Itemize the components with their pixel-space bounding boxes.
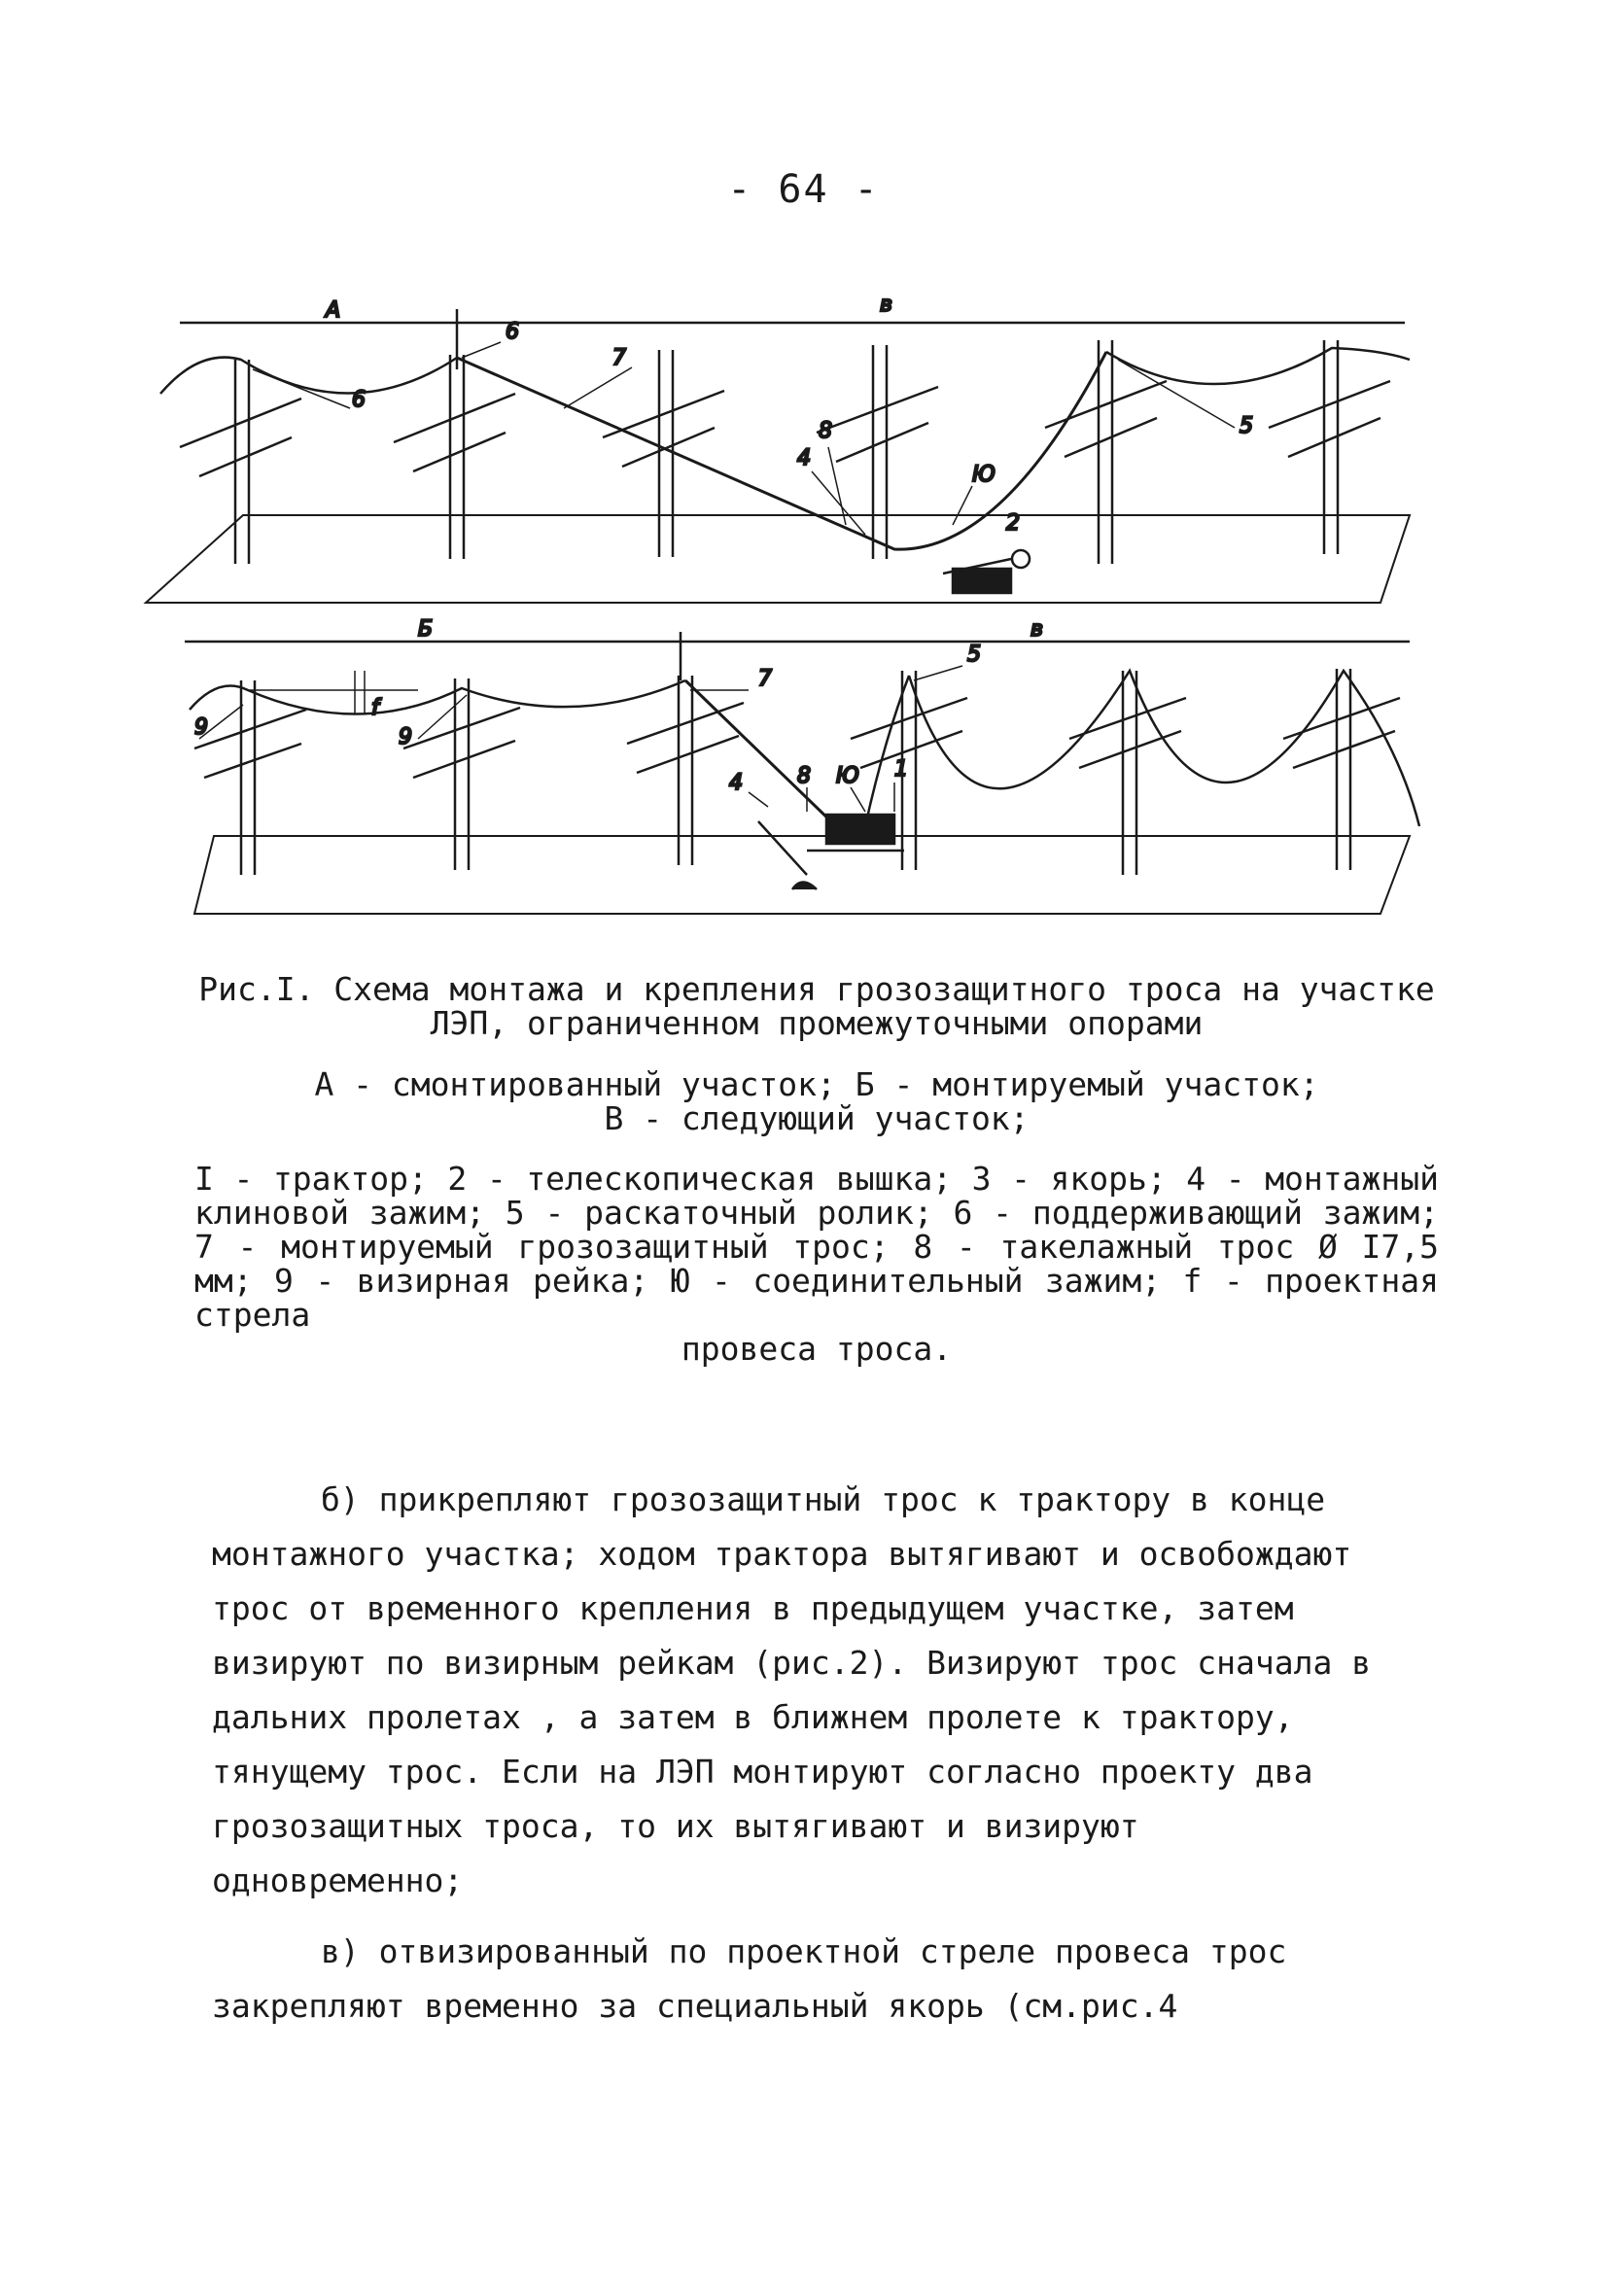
bottom-callout-4: 4 [729,771,743,795]
paragraph-v: в) отвизированный по проектной стреле провеса трос закрепляют временно за специальный якорь (см.рис.4 [212,1932,1287,2025]
bottom-installed-ground-wire [190,680,685,714]
bottom-callout-9a: 9 [194,715,208,740]
bottom-diagram [185,617,1419,914]
figure-caption-sections [194,1067,1439,1135]
bottom-pole-5 [1069,671,1186,875]
bottom-callout-f: f [371,696,379,720]
figure-caption-title: Рис.I. Схема монтажа и крепления грозозащитного троса на участке ЛЭП, ограниченном промежуточными опорами [198,970,1435,1042]
top-section-a-label: А [326,298,341,323]
bottom-next-section-wire [909,671,1419,826]
top-ground-plane [146,515,1410,603]
caption-legend-text: I - трактор; 2 - телескопическая вышка; 3 - якорь; 4 - монтажный клиновой зажим; 5 - раскаточный ролик; 6 - поддерживающий зажим; 7 - монтируемый грозозащитный трос; 8 - такелажный трос Ø I7,5 мм; 9 - визирная рейка; Ю - соединительный зажим; f - проектная стрела [194,1160,1439,1334]
top-tractor [943,550,1030,593]
bottom-pole-6 [1283,669,1400,870]
paragraph-b: б) прикрепляют грозозащитный трос к трактору в конце монтажного участка; ходом трактора вытягивают и освобождают трос от временного крепления в предыдущем участке, затем визируют по визирным рейкам (рис.2). Визируют трос сначала в дальних пролетах , а затем в ближнем пролете к трактору, тянущему трос. Если на ЛЭП монтируют согласно проекту два грозозащитных троса, то их вытягивают и визируют одновременно; [212,1480,1372,1899]
caption-legend-last-line: провеса троса. [681,1330,953,1368]
bottom-pole-2 [403,678,520,870]
bottom-anchor [758,821,817,889]
page-number: - 64 - [727,167,880,212]
top-diagram [146,293,1410,603]
top-callout-10: Ю [972,463,996,487]
top-pole-6 [1269,340,1390,554]
top-pole-1 [180,360,301,564]
bottom-callout-1: 1 [894,757,908,782]
figure-caption-legend [194,1162,1439,1366]
bottom-tractor [807,815,904,851]
bottom-callout-9b: 9 [399,725,412,749]
bottom-callout-8: 8 [797,764,811,788]
top-pole-2 [394,355,515,559]
bottom-callout-7: 7 [758,667,772,691]
top-callout-6b: 6 [506,320,519,344]
top-callout-8: 8 [819,419,832,443]
top-callout-4: 4 [797,446,811,470]
top-callout-2: 2 [1006,511,1020,536]
bottom-section-b-label: Б [418,617,434,642]
bottom-callout-5: 5 [967,643,981,667]
top-section-v-label: в [880,293,892,317]
figure-line-installation-diagram [126,282,1487,962]
top-pole-4 [817,345,938,559]
caption-sections-line-2: В - следующий участок; [604,1099,1030,1137]
top-callout-5: 5 [1240,414,1253,438]
top-pole-3 [603,350,724,557]
bottom-section-v-label: в [1031,617,1043,642]
top-pole-5 [1045,340,1167,564]
bottom-mounted-ground-wire [685,680,836,826]
top-installed-ground-wire [160,358,457,394]
top-callout-7: 7 [612,346,626,370]
bottom-callout-10: Ю [836,764,859,788]
caption-sections-line-1: А - смонтированный участок; Б - монтируемый участок; [314,1065,1319,1103]
bottom-ground-plane [194,836,1410,914]
top-callout-6a: 6 [352,388,366,412]
